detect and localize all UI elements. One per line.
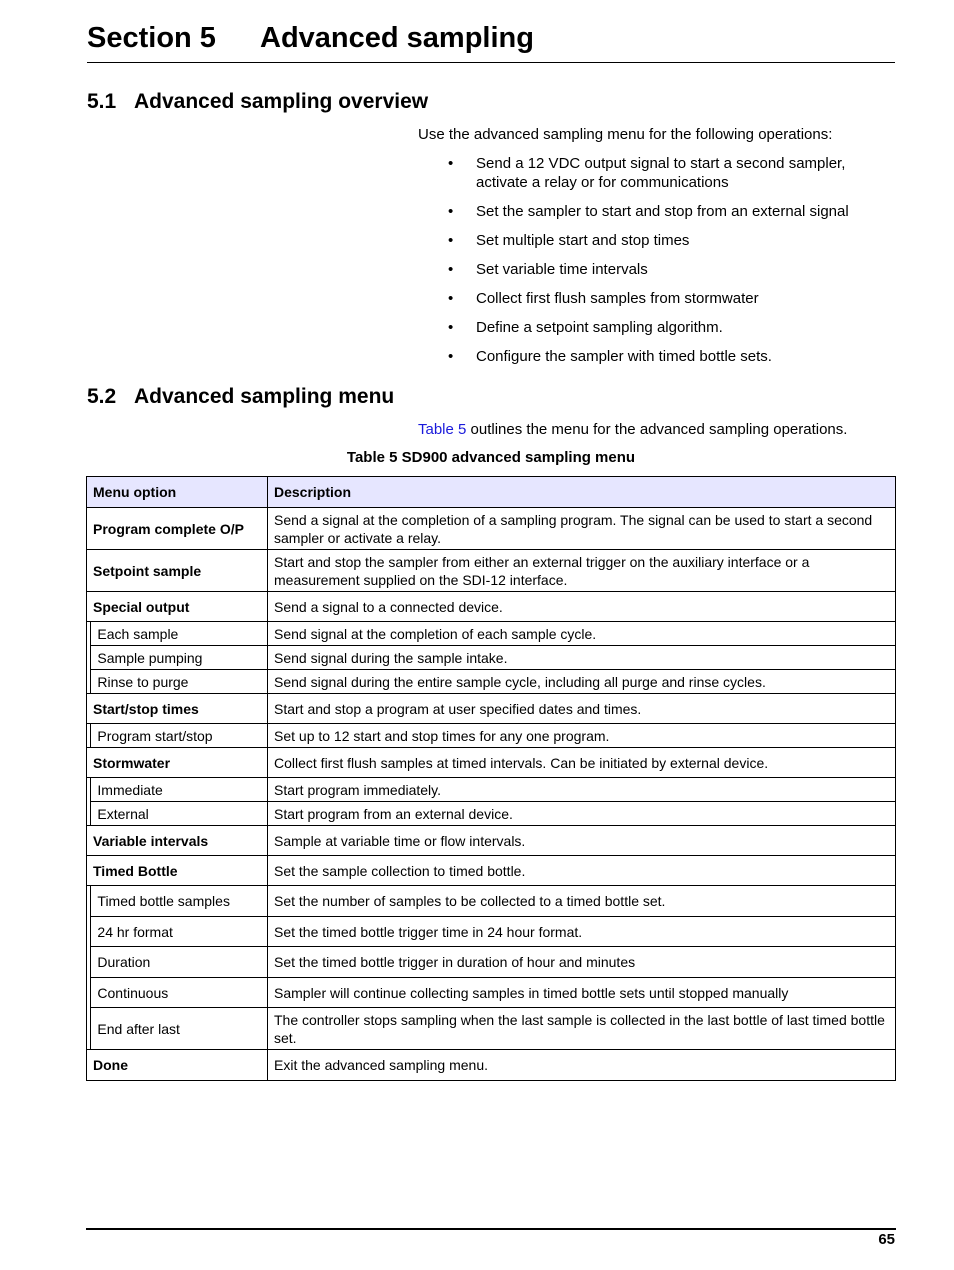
table-row	[87, 592, 896, 622]
option-cell: Done	[87, 1050, 268, 1081]
table-caption: Table 5 SD900 advanced sampling menu	[346, 449, 636, 466]
list-item	[418, 260, 888, 279]
description-cell: Sampler will continue collecting samples in timed bottle sets until stopped manually	[268, 978, 896, 1008]
sub-option-cell: External	[91, 802, 268, 826]
list-item-text: Collect first flush samples from stormwater	[476, 290, 759, 307]
description-cell: Collect first flush samples at timed intervals. Can be initiated by external device.	[268, 748, 896, 778]
sub-option-cell: Continuous	[91, 978, 268, 1008]
description-cell: Start and stop a program at user specified dates and times.	[268, 694, 896, 724]
description-cell: Set the timed bottle trigger in duration of hour and minutes	[268, 947, 896, 978]
table-row	[87, 917, 896, 947]
option-cell: Setpoint sample	[87, 550, 268, 592]
table-row	[87, 508, 896, 550]
table-row	[87, 886, 896, 917]
description-cell: Sample at variable time or flow intervals.	[268, 826, 896, 856]
option-cell: Start/stop times	[87, 694, 268, 724]
description-cell: Start program immediately.	[268, 778, 896, 802]
overview-intro: Use the advanced sampling menu for the following operations:	[418, 126, 833, 143]
bullet-icon: •	[448, 290, 454, 307]
list-item-text: Define a setpoint sampling algorithm.	[476, 319, 723, 336]
list-item	[418, 318, 888, 337]
table-5-link[interactable]: Table 5	[418, 421, 467, 438]
list-item	[418, 202, 888, 221]
list-item-text: Set the sampler to start and stop from an external signal	[476, 203, 849, 220]
section-title	[87, 18, 895, 63]
option-cell: Timed Bottle	[87, 856, 268, 886]
description-cell: Set the sample collection to timed bottle.	[268, 856, 896, 886]
table-row	[87, 622, 896, 646]
table-row	[87, 802, 896, 826]
heading-menu	[87, 384, 394, 410]
option-cell: Program complete O/P	[87, 508, 268, 550]
menu-intro-text: outlines the menu for the advanced sampling operations.	[466, 421, 848, 438]
table-row	[87, 978, 896, 1008]
table-row	[87, 826, 896, 856]
table-row	[87, 748, 896, 778]
sub-option-cell: End after last	[91, 1008, 268, 1050]
advanced-sampling-table	[86, 476, 896, 1081]
table-row	[87, 724, 896, 748]
table-row	[87, 646, 896, 670]
header-menu-option: Menu option	[87, 477, 268, 508]
bullet-icon: •	[448, 203, 454, 220]
overview-bullet-list	[418, 154, 888, 376]
description-cell: Send signal during the entire sample cycle, including all purge and rinse cycles.	[268, 670, 896, 694]
table-header-row	[87, 477, 896, 508]
list-item-text: Send a 12 VDC output signal to start a second sampler, activate a relay or for communications	[476, 155, 846, 191]
description-cell: Start program from an external device.	[268, 802, 896, 826]
sub-option-cell: 24 hr format	[91, 917, 268, 947]
table-row	[87, 947, 896, 978]
list-item	[418, 154, 888, 192]
description-cell: The controller stops sampling when the last sample is collected in the last bottle of last timed bottle set.	[268, 1008, 896, 1050]
sub-option-cell: Program start/stop	[91, 724, 268, 748]
sub-option-cell: Immediate	[91, 778, 268, 802]
table-row	[87, 1050, 896, 1081]
sub-option-cell: Timed bottle samples	[91, 886, 268, 917]
description-cell: Send a signal at the completion of a sampling program. The signal can be used to start a second sampler or activate a relay.	[268, 508, 896, 550]
description-cell: Send a signal to a connected device.	[268, 592, 896, 622]
list-item-text: Configure the sampler with timed bottle sets.	[476, 348, 772, 365]
sub-option-cell: Sample pumping	[91, 646, 268, 670]
description-cell: Start and stop the sampler from either an external trigger on the auxiliary interface or a measurement supplied on the SDI-12 interface.	[268, 550, 896, 592]
description-cell: Send signal at the completion of each sample cycle.	[268, 622, 896, 646]
sub-option-cell: Rinse to purge	[91, 670, 268, 694]
bullet-icon: •	[448, 155, 454, 172]
bullet-icon: •	[448, 261, 454, 278]
list-item	[418, 347, 888, 366]
description-cell: Set the timed bottle trigger time in 24 hour format.	[268, 917, 896, 947]
list-item-text: Set multiple start and stop times	[476, 232, 690, 249]
table-row	[87, 778, 896, 802]
option-cell: Stormwater	[87, 748, 268, 778]
table-row	[87, 856, 896, 886]
header-description: Description	[268, 477, 896, 508]
list-item	[418, 231, 888, 250]
table-row	[87, 550, 896, 592]
table-row	[87, 1008, 896, 1050]
option-cell: Special output	[87, 592, 268, 622]
page-number: 65	[878, 1231, 895, 1248]
sub-option-cell: Duration	[91, 947, 268, 978]
table-row	[87, 670, 896, 694]
table-row	[87, 694, 896, 724]
heading-menu-text: Advanced sampling menu	[134, 385, 395, 408]
bullet-icon: •	[448, 348, 454, 365]
heading-menu-number: 5.2	[87, 385, 117, 408]
section-number: Section 5	[87, 22, 216, 54]
bullet-icon: •	[448, 232, 454, 249]
heading-overview-number: 5.1	[87, 90, 117, 113]
footer-rule	[86, 1228, 896, 1230]
list-item-text: Set variable time intervals	[476, 261, 648, 278]
list-item	[418, 289, 888, 308]
menu-intro	[418, 421, 847, 439]
description-cell: Send signal during the sample intake.	[268, 646, 896, 670]
sub-option-cell: Each sample	[91, 622, 268, 646]
section-title-text: Advanced sampling	[260, 22, 534, 54]
description-cell: Set up to 12 start and stop times for any one program.	[268, 724, 896, 748]
description-cell: Exit the advanced sampling menu.	[268, 1050, 896, 1081]
heading-overview	[87, 89, 428, 115]
bullet-icon: •	[448, 319, 454, 336]
option-cell: Variable intervals	[87, 826, 268, 856]
heading-overview-text: Advanced sampling overview	[134, 90, 429, 113]
description-cell: Set the number of samples to be collected to a timed bottle set.	[268, 886, 896, 917]
